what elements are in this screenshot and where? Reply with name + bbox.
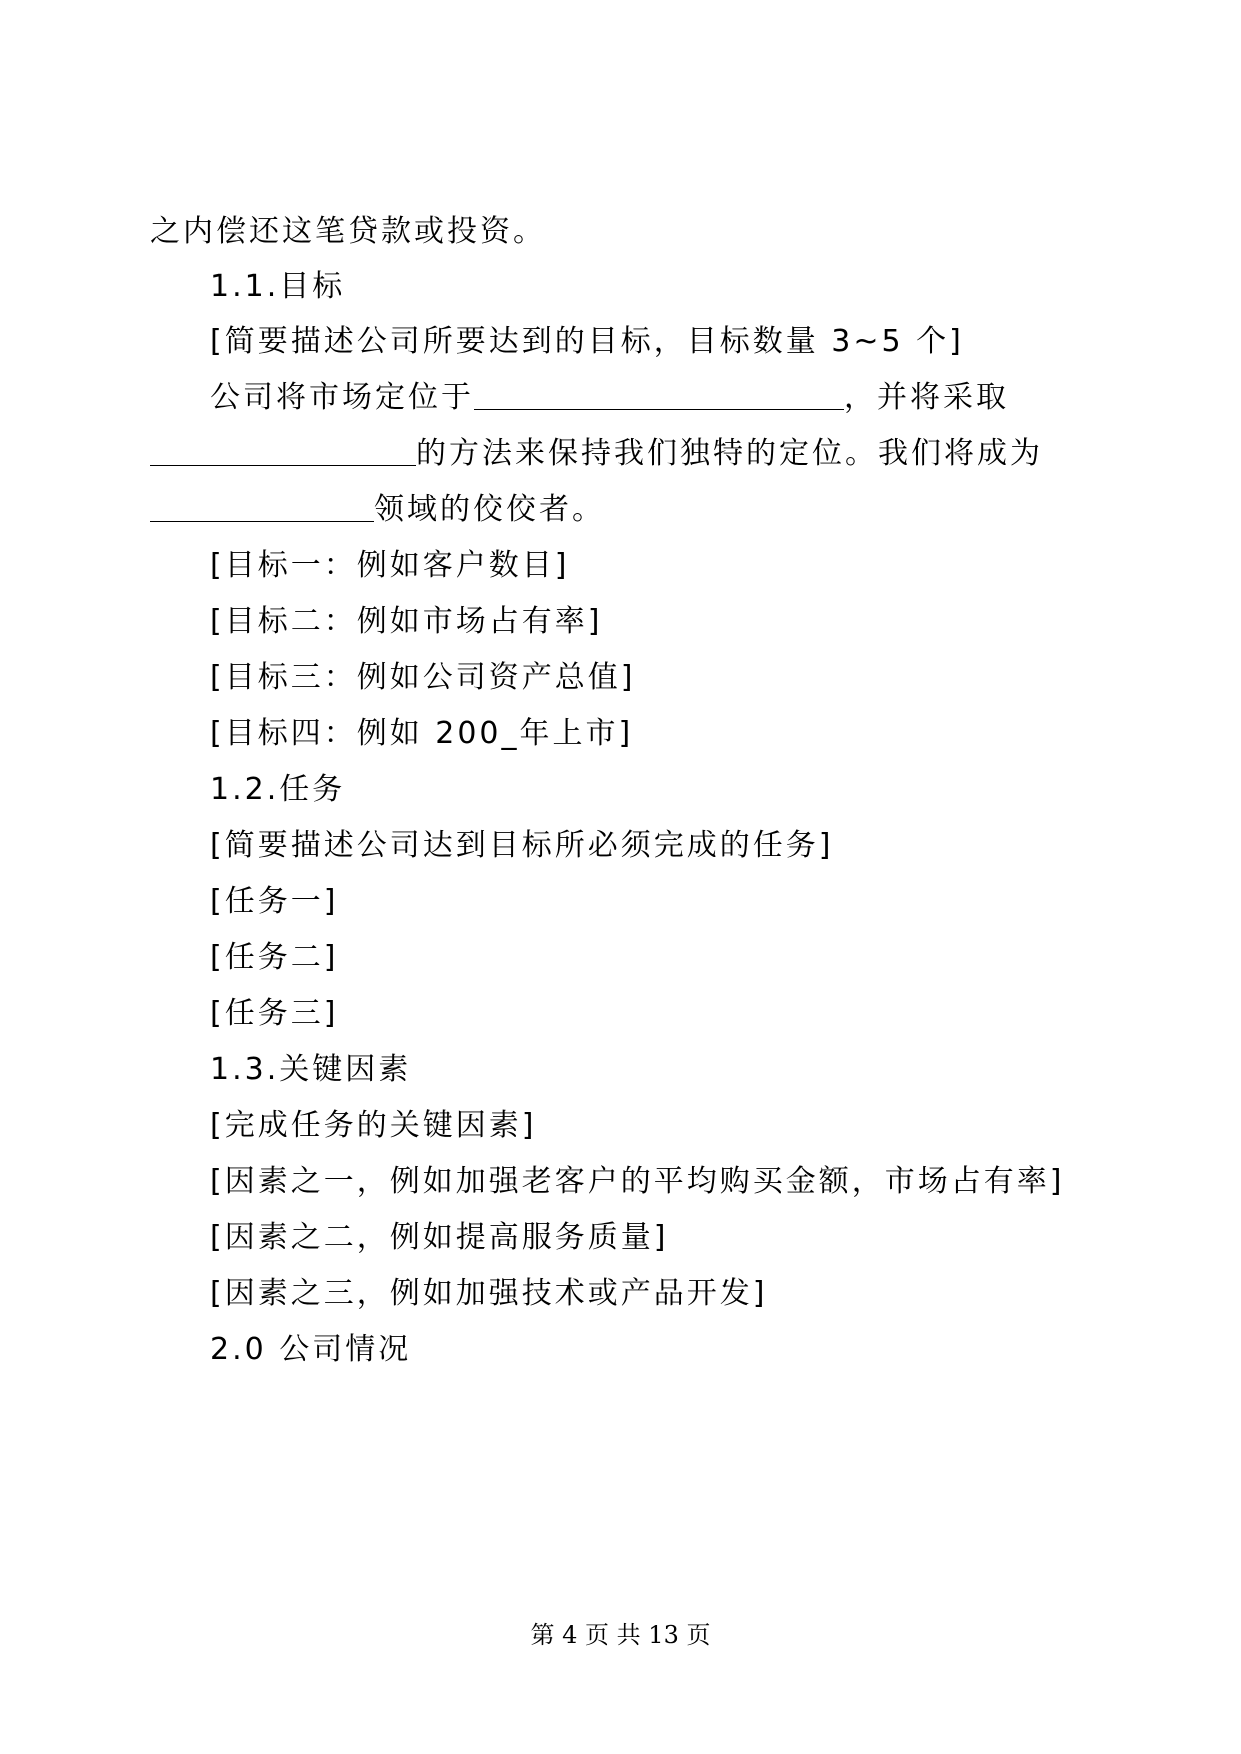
fill-in-blank [474,378,844,418]
section-heading: 1.3.关键因素 [210,1052,412,1087]
instruction-line: [因素之三，例如加强技术或产品开发] [210,1276,768,1311]
instruction-line: [目标四：例如 200_年上市] [210,716,634,751]
instruction-line: [任务二] [210,940,339,975]
fill-in-blank [150,434,416,474]
instruction-line: [简要描述公司所要达到的目标，目标数量 3~5 个] [210,324,964,359]
instruction-line: [因素之一，例如加强老客户的平均购买金额，市场占有率] [210,1164,1065,1199]
fill-in-blank [150,490,374,530]
page-number-footer: 第 4 页 共 13 页 [530,1621,711,1649]
paragraph-text: ，并将采取 [844,380,1009,415]
paragraph-text: 领域的佼佼者。 [374,492,605,527]
instruction-line: [任务一] [210,884,339,919]
paragraph-line [150,434,1043,474]
paragraph-text: 的方法来保持我们独特的定位。我们将成为 [416,436,1043,471]
instruction-line: [目标三：例如公司资产总值] [210,660,636,695]
instruction-line: [因素之二，例如提高服务质量] [210,1220,669,1255]
section-heading: 1.2.任务 [210,772,346,807]
section-heading: 1.1.目标 [210,269,346,304]
instruction-line: [完成任务的关键因素] [210,1108,537,1143]
section-heading: 2.0 公司情况 [210,1332,412,1367]
paragraph-line: 之内偿还这笔贷款或投资。 [150,214,546,249]
instruction-line: [目标一：例如客户数目] [210,548,570,583]
paragraph-text: 公司将市场定位于 [210,380,474,415]
paragraph-line [210,378,1009,418]
instruction-line: [任务三] [210,996,339,1031]
instruction-line: [简要描述公司达到目标所必须完成的任务] [210,828,834,863]
instruction-line: [目标二：例如市场占有率] [210,604,603,639]
paragraph-line [150,490,605,530]
